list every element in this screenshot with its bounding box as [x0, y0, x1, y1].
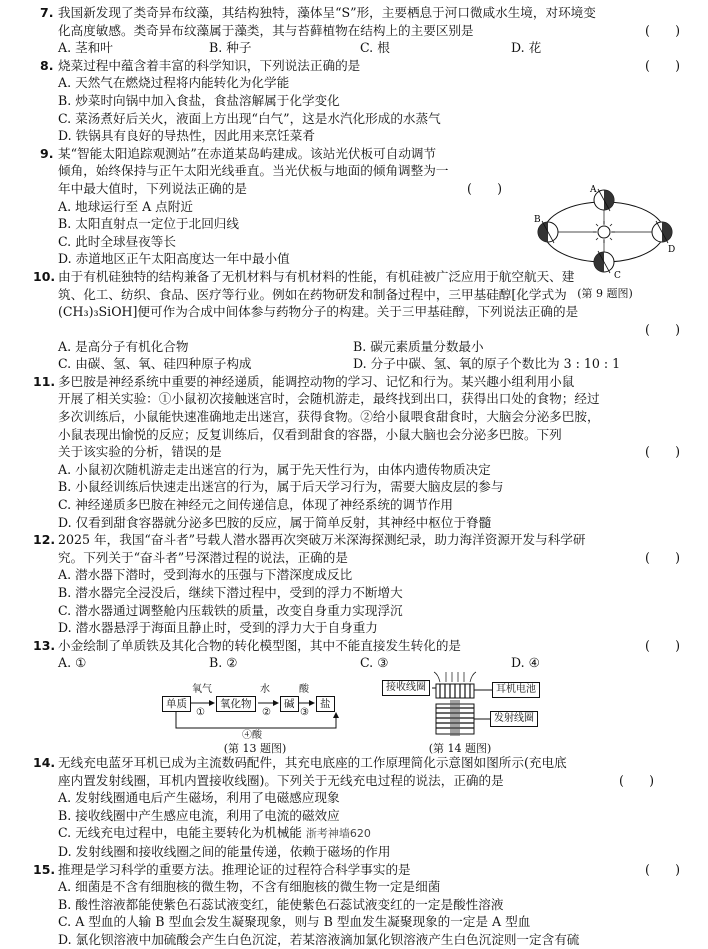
- question-stem: 烧菜过程中蕴含着丰富的科学知识，下列说法正确的是: [58, 57, 361, 73]
- box-base: 碱: [280, 696, 299, 712]
- question-number: 9.: [40, 145, 54, 161]
- option-a[interactable]: A. ①: [58, 655, 87, 671]
- option-c[interactable]: C. 此时全球昼夜等长: [58, 233, 176, 249]
- option-a[interactable]: A. 发射线圈通电后产生磁场，利用了电磁感应现象: [58, 790, 340, 806]
- answer-bracket[interactable]: ( ): [644, 444, 680, 460]
- answer-bracket[interactable]: ( ): [644, 22, 680, 38]
- label-water: 水: [260, 683, 270, 695]
- question-stem: 小金绘制了单质铁及其化合物的转化模型图，其中不能直接发生转化的是: [58, 637, 461, 653]
- option-d[interactable]: D. 花: [511, 40, 542, 56]
- exam-page: [33, 4, 680, 949]
- box-element: 单质: [162, 696, 191, 712]
- option-a[interactable]: A. 小鼠初次随机游走走出迷宫的行为，属于先天性行为，由体内遗传物质决定: [58, 461, 491, 477]
- question-stem: 筑、化工、纺织、食品、医疗等行业。例如在药物研发和制备过程中，三甲基硅醇[化学式为: [58, 286, 567, 302]
- answer-bracket[interactable]: ( ): [466, 180, 502, 196]
- answer-bracket[interactable]: ( ): [644, 637, 680, 653]
- option-b[interactable]: B. 接收线圈中产生感应电流，利用了电流的磁效应: [58, 807, 340, 823]
- option-d[interactable]: D. 赤道地区正午太阳高度达一年中最小值: [58, 251, 290, 267]
- earth-a-icon: [594, 189, 614, 211]
- question-stem: 多次训练后，小鼠能快速准确地走出迷宫，获得食物。②给小鼠喂食甜食时，大脑会分泌多巴胺，: [58, 409, 600, 425]
- question-stem: 关于该实验的分析，错误的是: [58, 444, 222, 460]
- option-b[interactable]: B. 潜水器完全浸没后，继续下潜过程中，受到的浮力不断增大: [58, 585, 403, 600]
- label-receiving-coil: 接收线圈: [382, 680, 430, 696]
- option-a[interactable]: A. 细菌是不含有细胞核的微生物，不含有细胞核的微生物一定是细菌: [58, 879, 441, 895]
- question-stem: 多巴胺是神经系统中重要的神经递质，能调控动物的学习、记忆和行为。某兴趣小组利用小鼠: [58, 373, 575, 389]
- label-transmitting-coil: 发射线圈: [490, 711, 538, 727]
- iron-conversion-figure: [162, 676, 362, 755]
- earth-orbit-diagram: [530, 182, 680, 280]
- option-c[interactable]: C. 根: [360, 40, 390, 56]
- label-earphone-battery: 耳机电池: [492, 682, 540, 698]
- label-oxygen: 氧气: [192, 683, 212, 695]
- question-12: [33, 531, 680, 637]
- option-c[interactable]: C. 由碳、氢、氧、硅四种原子构成: [58, 356, 252, 372]
- option-c[interactable]: C. 菜汤煮好后关火，液面上方出现“白气”，这是水汽化形成的水蒸气: [58, 110, 441, 126]
- question-stem: 由于有机硅独特的结构兼备了无机材料与有机材料的性能，有机硅被广泛应用于航空航天、建: [58, 268, 575, 284]
- answer-bracket[interactable]: ( ): [644, 549, 680, 565]
- question-11: [33, 373, 680, 531]
- question-stem: 推理是学习科学的重要方法。推理论证的过程符合科学事实的是: [58, 861, 411, 877]
- label-c: C: [614, 271, 621, 281]
- option-d[interactable]: D. 潜水器悬浮于海面且静止时，受到的浮力大于自身重力: [58, 620, 378, 636]
- question-stem: 2025 年，我国“奋斗者”号载人潜水器再次突破万米深海探测纪录，助力海洋资源开发与科学研: [58, 532, 586, 548]
- question-stem: 无线充电蓝牙耳机已成为主流数码配件，其充电底座的工作原理简化示意图如图所示(充电底: [58, 754, 567, 770]
- figure-caption: (第 13 题图): [223, 741, 287, 755]
- option-b[interactable]: B. 酸性溶液都能使紫色石蕊试液变红，能使紫色石蕊试液变红的一定是酸性溶液: [58, 896, 504, 912]
- question-stem: 倾角，始终保持与正午太阳光线垂直。当光伏板与地面的倾角调整为一: [58, 163, 449, 179]
- question-15: [33, 861, 680, 949]
- option-b[interactable]: B. ②: [209, 655, 238, 671]
- label-step-1: ①: [196, 706, 205, 718]
- label-step-4-acid: ④酸: [242, 729, 262, 741]
- option-b[interactable]: B. 碳元素质量分数最小: [353, 338, 484, 354]
- option-c[interactable]: C. 无线充电过程中，电能主要转化为机械能: [58, 825, 302, 841]
- question-stem: 开展了相关实验：①小鼠初次接触迷宫时，会随机游走，最终找到出口，获得出口处的食物；经过: [58, 391, 600, 407]
- option-a[interactable]: A. 天然气在燃烧过程将内能转化为化学能: [58, 75, 290, 91]
- question-number: 13.: [33, 637, 56, 653]
- label-step-2: ②: [262, 706, 271, 718]
- question-stem: 究。下列关于“奋斗者”号深潜过程的说法，正确的是: [58, 549, 348, 565]
- earth-b-icon: [538, 221, 558, 243]
- question-number: 14.: [33, 754, 56, 770]
- question-14: [33, 754, 680, 861]
- option-b[interactable]: B. 种子: [209, 40, 252, 56]
- option-d[interactable]: D. 发射线圈和接收线圈之间的能量传递，依赖于磁场的作用: [58, 843, 391, 859]
- option-d[interactable]: D. ④: [511, 655, 540, 671]
- box-salt: 盐: [316, 696, 335, 712]
- label-a: A: [590, 185, 597, 195]
- question-stem: 座内置发射线圈，耳机内置接收线圈)。下列关于无线充电过程的说法，正确的是: [58, 772, 504, 788]
- question-number: 12.: [33, 532, 56, 548]
- question-stem: 我国新发现了类奇异布纹藻，其结构独特，藻体呈“S”形，主要栖息于河口微咸水生境，对环境变: [58, 5, 596, 20]
- question-stem: 化高度敏感。类奇异布纹藻属于藻类，其与苔藓植物在结构上的主要区别是: [58, 22, 474, 38]
- question-10: [33, 268, 680, 373]
- option-d[interactable]: D. 仅看到甜食容器就分泌多巴胺的反应，属于简单反射，其神经中枢位于脊髓: [58, 514, 492, 530]
- question-stem: 年中最大值时，下列说法正确的是: [58, 180, 247, 196]
- question-stem: 某“智能太阳追踪观测站”在赤道某岛屿建成。该站光伏板可自动调节: [58, 145, 437, 161]
- question-8: [40, 57, 680, 145]
- question-9: [40, 145, 510, 268]
- option-c[interactable]: C. 潜水器通过调整舱内压载铁的质量，改变自身重力实现浮沉: [58, 602, 403, 618]
- option-a[interactable]: A. 茎和叶: [58, 40, 113, 56]
- option-d[interactable]: D. 铁锅具有良好的导热性，因此用来烹饪菜肴: [58, 128, 315, 144]
- question-number: 11.: [33, 373, 56, 389]
- option-a[interactable]: A. 地球运行至 A 点附近: [58, 198, 193, 214]
- answer-bracket[interactable]: ( ): [644, 321, 680, 337]
- figure-caption: (第 9 题图): [577, 286, 633, 300]
- answer-bracket[interactable]: ( ): [644, 57, 680, 73]
- option-c[interactable]: C. 神经递质多巴胺在神经元之间传递信息，体现了神经系统的调节作用: [58, 497, 454, 513]
- question-stem: (CH₃)₃SiOH]便可作为合成中间体参与药物分子的构建。关于三甲基硅醇，下列说法正确的是: [58, 304, 579, 320]
- option-c[interactable]: C. A 型血的人输 B 型血会发生凝聚现象，则与 B 型血发生凝聚现象的一定是 A 型血: [58, 914, 531, 930]
- label-b: B: [534, 215, 541, 225]
- question-number: 15.: [33, 861, 56, 877]
- option-d[interactable]: D. 分子中碳、氢、氧的原子个数比为 3 : 10 : 1: [353, 356, 621, 372]
- wireless-charging-figure: [380, 672, 550, 754]
- answer-bracket[interactable]: ( ): [618, 772, 654, 788]
- box-oxide: 氧化物: [216, 696, 256, 712]
- figure-row: [40, 672, 680, 754]
- question-7: [40, 4, 680, 57]
- option-c[interactable]: C. ③: [360, 655, 389, 671]
- question-number: 8.: [40, 57, 54, 73]
- option-b[interactable]: B. 小鼠经训练后快速走出迷宫的行为，属于后天学习行为，需要大脑皮层的参与: [58, 479, 504, 495]
- label-acid: 酸: [299, 683, 309, 695]
- answer-bracket[interactable]: ( ): [644, 861, 680, 877]
- question-number: 10.: [33, 268, 56, 284]
- option-b[interactable]: B. 太阳直射点一定位于北回归线: [58, 216, 239, 232]
- question-stem: 小鼠表现出愉悦的反应；反复训练后，仅看到甜食的容器，小鼠大脑也会分泌多巴胺。下列: [58, 426, 562, 442]
- option-a[interactable]: A. 是高分子有机化合物: [58, 338, 189, 354]
- figure-caption: (第 14 题图): [428, 741, 492, 755]
- option-d[interactable]: D. 氯化钡溶液中加硫酸会产生白色沉淀，若某溶液滴加氯化钡溶液产生白色沉淀则一定含有硫: [58, 931, 580, 947]
- label-step-3: ③: [300, 706, 309, 718]
- label-d: D: [668, 245, 676, 255]
- watermark: 浙考神墙620: [305, 827, 371, 841]
- earth-d-icon: [652, 221, 672, 243]
- option-a[interactable]: A. 潜水器下潜时，受到海水的压强与下潜深度成反比: [58, 567, 353, 583]
- question-number: 7.: [40, 5, 54, 20]
- option-b[interactable]: B. 炒菜时向锅中加入食盐，食盐溶解属于化学变化: [58, 92, 340, 108]
- question-13: [33, 637, 680, 672]
